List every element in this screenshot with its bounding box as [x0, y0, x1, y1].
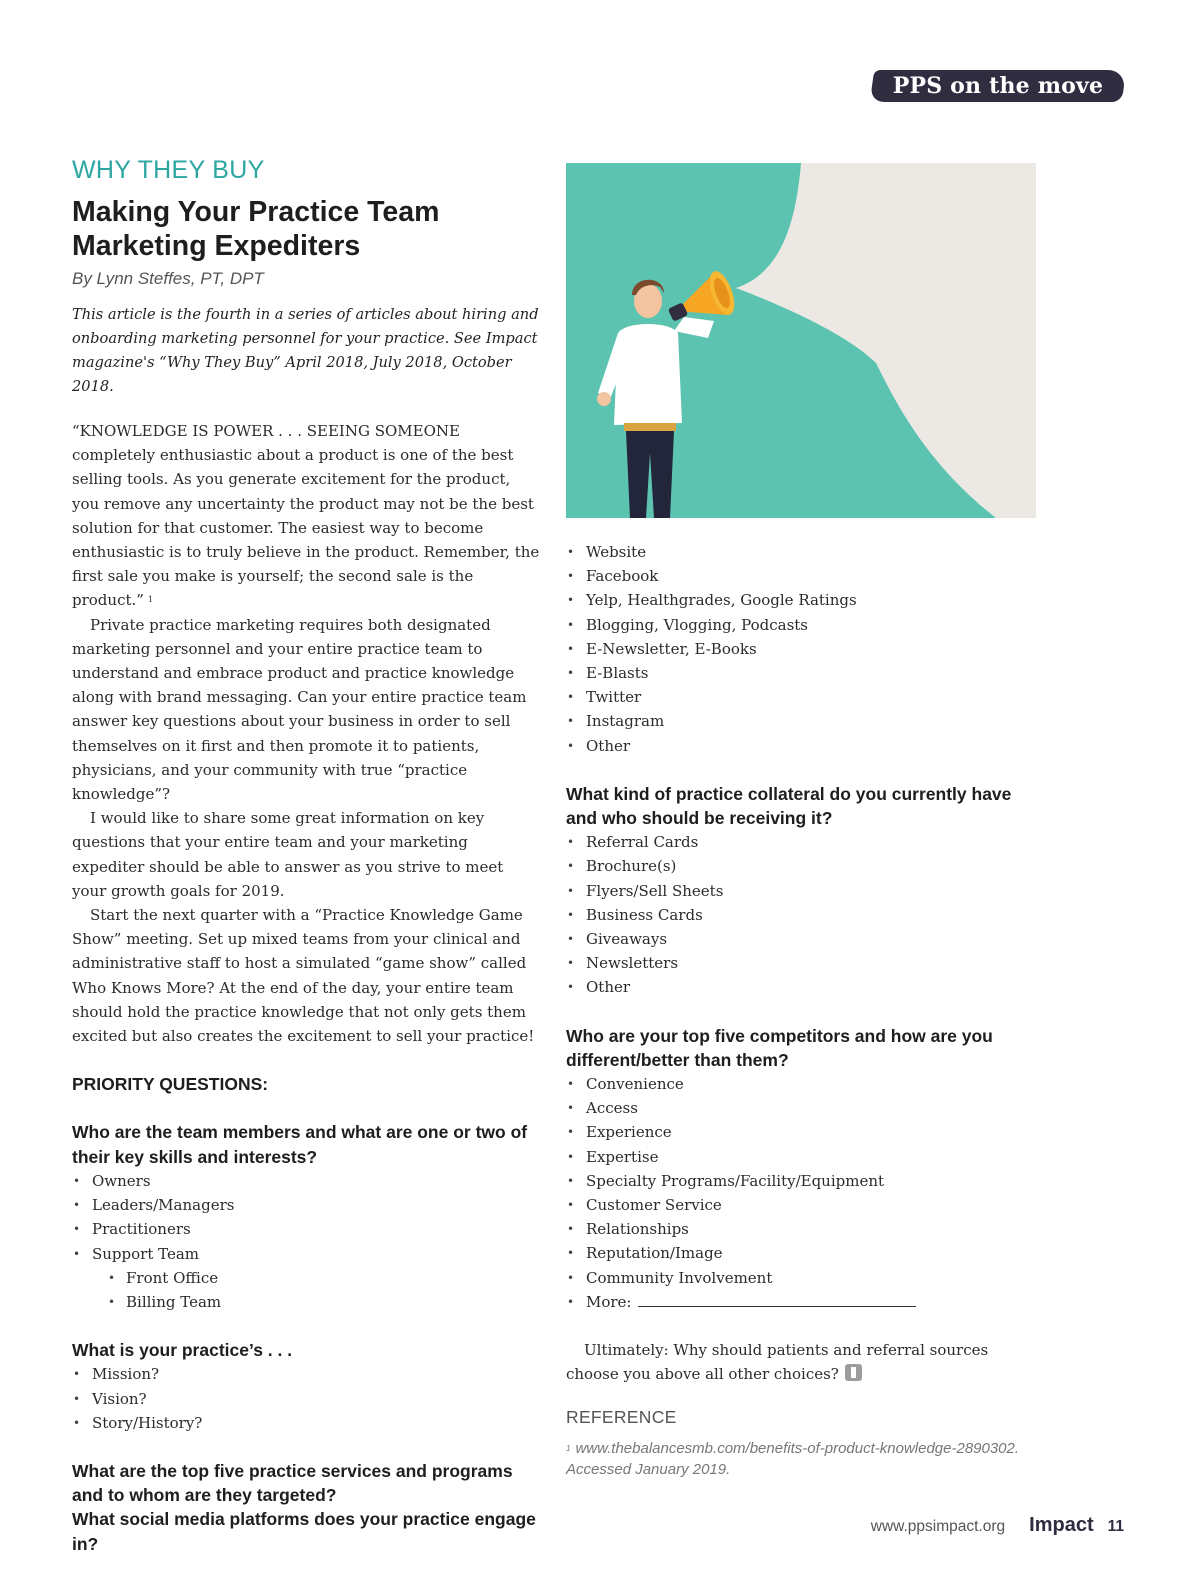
article-intro: This article is the fourth in a series of articles about hiring and onboarding marketing personnel for your practice. See Impact magazine's “Why They Buy” April 2018, July 2018, October 2018.: [72, 306, 539, 395]
list-item: • Support Team: [72, 1242, 542, 1266]
question-team-members: Who are the team members and what are one or two of their key skills and interests?: [72, 1122, 528, 1167]
question-social-media: What social media platforms does your practice engage in?: [72, 1509, 536, 1554]
footnote-marker: 1: [147, 595, 154, 605]
list-item: • Website: [566, 540, 1036, 564]
question-collateral: What kind of practice collateral do you currently have and who should be receiving it?: [566, 783, 1012, 829]
list-item: • Practitioners: [72, 1217, 542, 1241]
person-belt: [624, 423, 676, 431]
priority-questions-heading: PRIORITY QUESTIONS:: [72, 1074, 269, 1095]
list-item-more: • More:: [566, 1290, 1036, 1314]
person-shirt: [614, 324, 682, 425]
question-services: What are the top five practice services and programs and to whom are they targeted?: [72, 1460, 513, 1506]
list-item: • Business Cards: [566, 903, 1036, 927]
footer-url[interactable]: www.ppsimpact.org: [870, 1518, 1006, 1535]
megaphone-illustration: [566, 163, 1036, 518]
reference-marker: 1: [566, 1443, 571, 1453]
reference-heading: REFERENCE: [566, 1406, 677, 1427]
list-item: • Facebook: [566, 564, 1036, 588]
list-item: • Twitter: [566, 685, 1036, 709]
article-kicker: WHY THEY BUY: [72, 156, 265, 184]
list-item: • Specialty Programs/Facility/Equipment: [566, 1169, 1036, 1193]
end-mark-icon: [845, 1364, 862, 1381]
body-paragraph: Start the next quarter with a “Practice Knowledge Game Show” meeting. Set up mixed teams from your clinical and administrative staff to host a simulated “game show” called Who Knows More? At the end of the day, your entire team should hold the practice knowledge that not only gets them excited but also creates the excitement to sell your practice!: [72, 906, 535, 1046]
list-item: • Relationships: [566, 1217, 1036, 1241]
list-item: • E-Blasts: [566, 661, 1036, 685]
list-item: • Giveaways: [566, 927, 1036, 951]
mission-list: [72, 1362, 542, 1435]
list-item: • Leaders/Managers: [72, 1193, 542, 1217]
list-item: • Mission?: [72, 1362, 542, 1386]
list-item: • Owners: [72, 1169, 542, 1193]
list-item: • Experience: [566, 1120, 1036, 1144]
list-item: • Convenience: [566, 1072, 1036, 1096]
article-left-column: [72, 156, 542, 1556]
list-item: • E-Newsletter, E-Books: [566, 637, 1036, 661]
list-item: • Brochure(s): [566, 854, 1036, 878]
article-right-column: [566, 540, 1036, 1480]
collateral-list: [566, 830, 1036, 999]
reference-text: $^1$ www.thebalancesmb.com/benefits-of-product-knowledge-2890302. Accessed January 2019.: [566, 1439, 1020, 1478]
list-item: • Other: [566, 975, 1036, 999]
list-item: • Vision?: [72, 1387, 542, 1411]
closing-block: [566, 1338, 1036, 1386]
list-item: • Instagram: [566, 709, 1036, 733]
list-item: • Customer Service: [566, 1193, 1036, 1217]
list-item: • Newsletters: [566, 951, 1036, 975]
list-item: • Access: [566, 1096, 1036, 1120]
closing-paragraph: Ultimately: Why should patients and referral sources choose you above all other choices?: [566, 1341, 989, 1384]
article-body: [72, 419, 542, 1048]
list-item: • Flyers/Sell Sheets: [566, 879, 1036, 903]
list-item: • Front Office: [72, 1266, 542, 1290]
team-members-list: [72, 1169, 542, 1266]
list-item: • Other: [566, 734, 1036, 758]
question-practice-mission: What is your practice’s . . .: [72, 1340, 293, 1361]
list-item: • Story/History?: [72, 1411, 542, 1435]
section-banner-label: PPS on the move: [892, 73, 1104, 99]
list-item: • Expertise: [566, 1145, 1036, 1169]
fill-in-blank-line: [638, 1294, 916, 1307]
body-paragraph: “KNOWLEDGE IS POWER . . . SEEING SOMEONE completely enthusiastic about a product is one of the best selling tools. As you generate excitement for the product, you remove any uncertainty the product may not be the best solution for that customer. The easiest way to become enthusiastic is to truly believe in the product. Remember, the first sale you make is yourself; the second sale is the product.” $^1$: [72, 422, 540, 610]
list-item: • Blogging, Vlogging, Podcasts: [566, 613, 1036, 637]
list-item: • Reputation/Image: [566, 1241, 1036, 1265]
page-number: 11: [1107, 1518, 1124, 1535]
footer-brand: Impact: [1029, 1514, 1094, 1536]
social-media-list: [566, 540, 1036, 758]
article-title: Making Your Practice Team Marketing Expediters: [72, 196, 440, 262]
support-team-sublist: [72, 1266, 542, 1314]
list-item: • Community Involvement: [566, 1266, 1036, 1290]
list-item: • Billing Team: [72, 1290, 542, 1314]
question-competitors: Who are your top five competitors and how are you different/better than them?: [566, 1025, 993, 1070]
body-paragraph: I would like to share some great information on key questions that your entire team and your marketing expediter should be able to answer as you strive to meet your growth goals for 2019.: [72, 809, 504, 900]
competitors-list: [566, 1072, 1036, 1314]
list-item: • Referral Cards: [566, 830, 1036, 854]
body-paragraph: Private practice marketing requires both designated marketing personnel and your entire practice team to understand and embrace product and practice knowledge along with brand messaging. Can your entire practice team answer key questions about your business in order to sell themselves on it first and then promote it to patients, physicians, and your community with true “practice knowledge”?: [72, 615, 527, 804]
article-byline: By Lynn Steffes, PT, DPT: [72, 269, 264, 288]
list-item: • Yelp, Healthgrades, Google Ratings: [566, 588, 1036, 612]
page-footer: [800, 1514, 1124, 1538]
